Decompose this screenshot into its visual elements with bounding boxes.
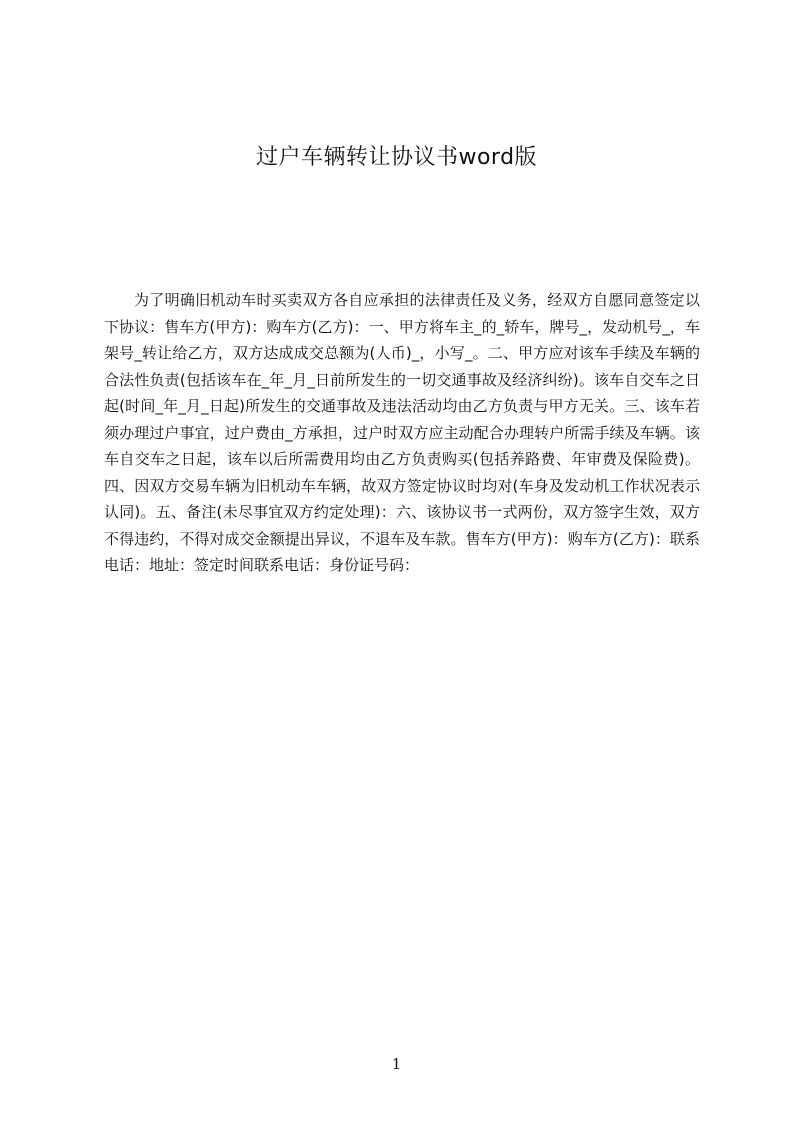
- agreement-body: 为了明确旧机动车时买卖双方各自应承担的法律责任及义务，经双方自愿同意签定以下协议：售车方(甲方)：购车方(乙方)：一、甲方将车主_的_轿车，牌号_，发动机号_，车架号_转让给乙方，双方达成成交总额为(人币)_，小写_。二、甲方应对该车手续及车辆的合法性负责(包括该车在_年_月_日前所发生的一切交通事故及经济纠纷)。该车自交车之日起(时间_年_月_日起)所发生的交通事故及违法活动均由乙方负责与甲方无关。三、该车若须办理过户事宜，过户费由_方承担，过户时双方应主动配合办理转户所需手续及车辆。该车自交车之日起，该车以后所需费用均由乙方负责购买(包括养路费、年审费及保险费)。四、因双方交易车辆为旧机动车车辆，故双方签定协议时均对(车身及发动机工作状况表示认同)。五、备注(未尽事宜双方约定处理)：六、该协议书一式两份，双方签字生效，双方不得违约，不得对成交金额提出异议，不退车及车款。售车方(甲方)：购车方(乙方)：联系电话：地址：签定时间联系电话：身份证号码：: [104, 291, 700, 574]
- page-number: 1: [391, 1055, 402, 1073]
- document-title: 过户车辆转让协议书word版: [255, 145, 538, 170]
